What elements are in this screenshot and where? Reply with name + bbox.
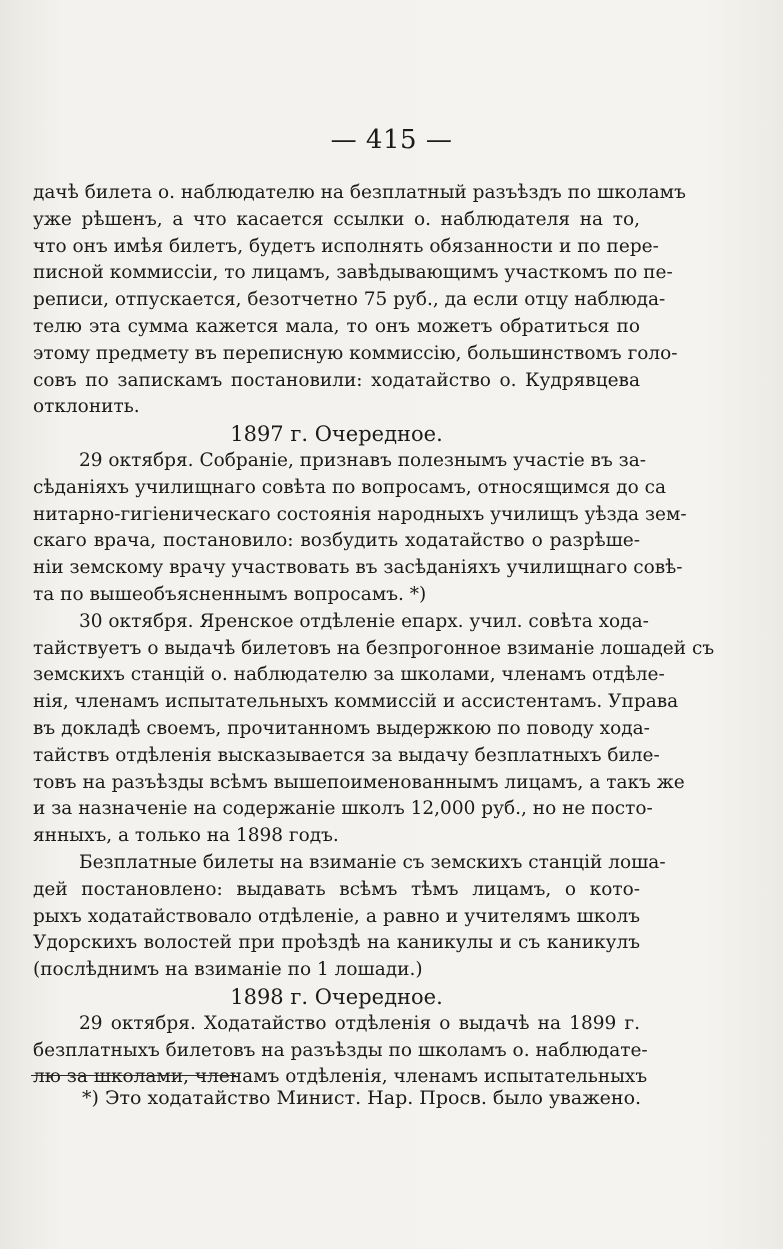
text-line: телю эта сумма кажется мала, то онъ можетъ обратиться по xyxy=(33,315,640,337)
text-line: та по вышеобъясненнымъ вопросамъ. *) xyxy=(33,583,427,605)
page-number: — 415 — xyxy=(330,125,453,155)
text-line: скаго врача, постановило: возбудить ходатайство о разрѣше- xyxy=(33,530,640,552)
text-line: 29 октября. Ходатайство отдѣленія о выдачѣ на 1899 г. xyxy=(79,1012,640,1034)
text-line: ніи земскому врачу участвовать въ засѣданіяхъ училищнаго совѣ- xyxy=(33,557,683,579)
text-line: 29 октября. Собраніе, признавъ полезнымъ участіе въ за- xyxy=(79,449,646,471)
text-line: дачѣ билета о. наблюдателю на безплатный разъѣздъ по школамъ xyxy=(33,182,686,203)
text-line: Безплатные билеты на взиманіе съ земскихъ станцій лоша- xyxy=(79,851,666,873)
footnote: *) Это ходатайство Минист. Нар. Просв. было уважено. xyxy=(82,1087,642,1109)
text-line: безплатныхъ билетовъ на разъѣзды по школамъ о. наблюдате- xyxy=(33,1039,648,1061)
text-line: писной коммиссіи, то лицамъ, завѣдывающимъ участкомъ по пе- xyxy=(33,262,673,284)
text-line: этому предмету въ переписную коммиссію, большинствомъ голо- xyxy=(33,342,678,364)
text-line: Удорскихъ волостей при проѣздѣ на каникулы и съ каникулъ xyxy=(33,932,640,954)
body-text xyxy=(33,180,715,1091)
text-line: лю за школами, членамъ отдѣленія, членамъ испытательныхъ xyxy=(33,1066,648,1088)
text-line: что онъ имѣя билетъ, будетъ исполнять обязанности и по пере- xyxy=(33,235,659,257)
text-line: отклонить. xyxy=(33,396,140,418)
text-line: дей постановлено: выдавать всѣмъ тѣмъ лицамъ, о кото- xyxy=(33,878,640,900)
text-line: въ докладѣ своемъ, прочитанномъ выдержкою по поводу хода- xyxy=(33,717,650,739)
text-line: сѣданіяхъ училищнаго совѣта по вопросамъ, относящимся до са xyxy=(33,476,666,498)
text-line: уже рѣшенъ, а что касается ссылки о. наблюдателя на то, xyxy=(33,208,640,230)
text-line: тайствъ отдѣленія высказывается за выдачу безплатныхъ биле- xyxy=(33,744,660,766)
footnote-divider xyxy=(31,1075,236,1076)
text-line: нитарно-гигіеническаго состоянія народныхъ училищъ уѣзда зем- xyxy=(33,503,687,525)
text-line: тайствуетъ о выдачѣ билетовъ на безпрогонное взиманіе лошадей съ xyxy=(33,637,715,659)
text-line: (послѣднимъ на взиманіе по 1 лошади.) xyxy=(33,959,423,981)
text-line: земскихъ станцій о. наблюдателю за школами, членамъ отдѣле- xyxy=(33,664,665,686)
text-line: янныхъ, а только на 1898 годъ. xyxy=(33,825,339,847)
text-line: 1898 г. Очередное. xyxy=(230,984,443,1009)
text-line: 1897 г. Очередное. xyxy=(230,422,443,447)
text-line: и за назначеніе на содержаніе школъ 12,000 руб., но не посто- xyxy=(33,798,653,820)
text-line: товъ на разъѣзды всѣмъ вышепоименованнымъ лицамъ, а такъ же xyxy=(33,771,685,793)
text-line: рыхъ ходатайствовало отдѣленіе, а равно и учителямъ школъ xyxy=(33,905,640,927)
text-line: нія, членамъ испытательныхъ коммиссій и ассистентамъ. Управа xyxy=(33,691,679,713)
text-line: совъ по запискамъ постановили: ходатайство о. Кудрявцева xyxy=(33,369,640,391)
text-line: 30 октября. Яренское отдѣленіе епарх. учил. совѣта хода- xyxy=(79,610,649,632)
text-line: реписи, отпускается, безотчетно 75 руб., да если отцу наблюда- xyxy=(33,289,666,311)
